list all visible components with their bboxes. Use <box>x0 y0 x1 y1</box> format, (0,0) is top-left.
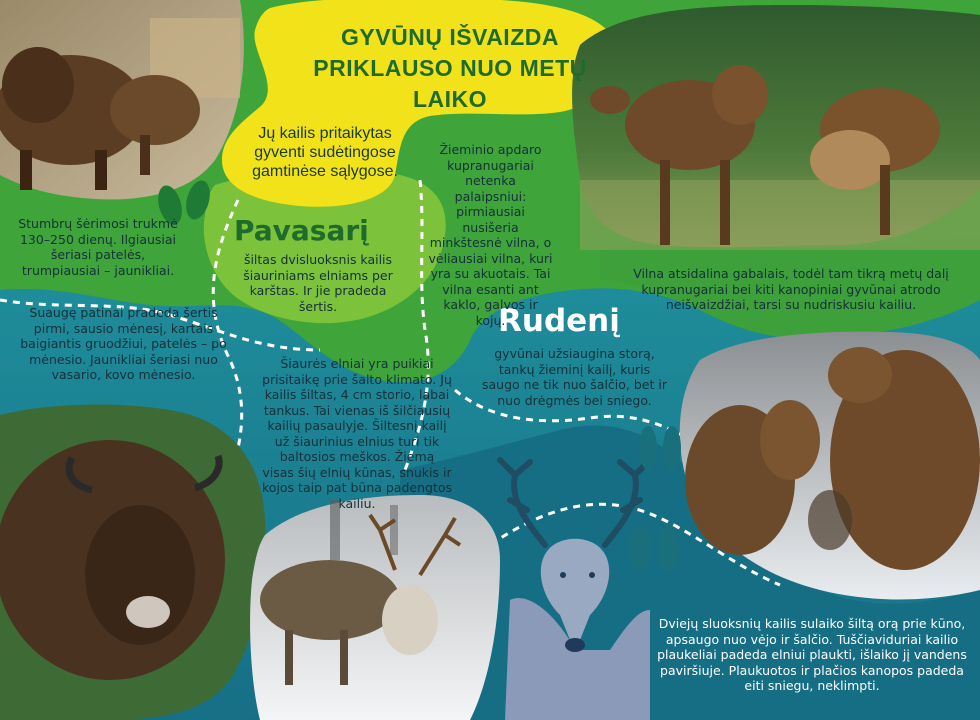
reindeer-spring-text: šiltas dvisluoksnis kailis šiauriniams elniams per karštas. Ir jie pradeda šertis. <box>243 252 393 314</box>
double-layer-text: Dviejų sluoksnių kailis sulaiko šiltą orą prie kūno, apsaugo nuo vėjo ir šalčio. Tuščiaviduriai kailio plaukeliai padeda elniui plaukti, išlaiko jį vandens paviršiuje. Plaukuotos ir plačios kanopos padeda eiti sniegu, neklimpti. <box>657 616 967 693</box>
subtitle: Jų kailis pritaikytas gyventi sudėtingose gamtinėse sąlygose. <box>252 125 398 180</box>
camel-photo <box>572 5 980 250</box>
autumn-text: gyvūnai užsiaugina storą, tankų žieminį kailį, kuris saugo ne tik nuo šalčio, bet ir nuo drėgmės bei sniego. <box>482 346 667 408</box>
spring-heading: Pavasarį <box>234 214 369 247</box>
camel-winter-text: Žieminio apdaro kupranugariai netenka palaipsniui: pirmiausiai nusišeria minkštesnė vilna, o vėliausiai vilna, kuri yra su akuotais. Tai vilna esanti ant kaklo, galvos ir kojų. <box>428 142 553 328</box>
reindeer-photo <box>250 495 500 720</box>
autumn-heading: Rudenį <box>498 303 620 339</box>
bison-molting-text: Stumbrų šėrimosi trukmė 130–250 dienų. Ilgiausiai šeriasi patelės, trumpiausiai – jaunikliai. <box>18 216 178 278</box>
reindeer-climate-text: Šiaurės elniai yra puikiai prisitaikę prie šalto klimato. Jų kailis šiltas, 4 cm storio, labai tankus. Tai vienas iš šilčiausių kailių pasaulyje. Šiltesnį kailį už šiaurinius elnius turi tik baltosios meškos. Žiemą visas šių elnių kūnas, snukis ir kojos taip pat būna padengtos kailiu. <box>262 356 453 511</box>
page-title: GYVŪNŲ IŠVAIZDA PRIKLAUSO NUO METŲ LAIKO <box>313 24 587 112</box>
bison-photo-closeup <box>0 405 265 720</box>
bison-order-text: Suaugę patinai pradeda šertis pirmi, sausio mėnesį, kartais baigiantis gruodžiui, patelės – po mėnesio. Jaunikliai šeriasi nuo vasario, kovo mėnesio. <box>20 305 227 382</box>
camel-wool-text: Vilna atsidalina gabalais, todėl tam tikrą metų dalį kupranugariai bei kiti kanopiniai gyvūnai atrodo neišvaizdžiai, tarsi su nudriskusiu kailiu. <box>633 266 949 312</box>
